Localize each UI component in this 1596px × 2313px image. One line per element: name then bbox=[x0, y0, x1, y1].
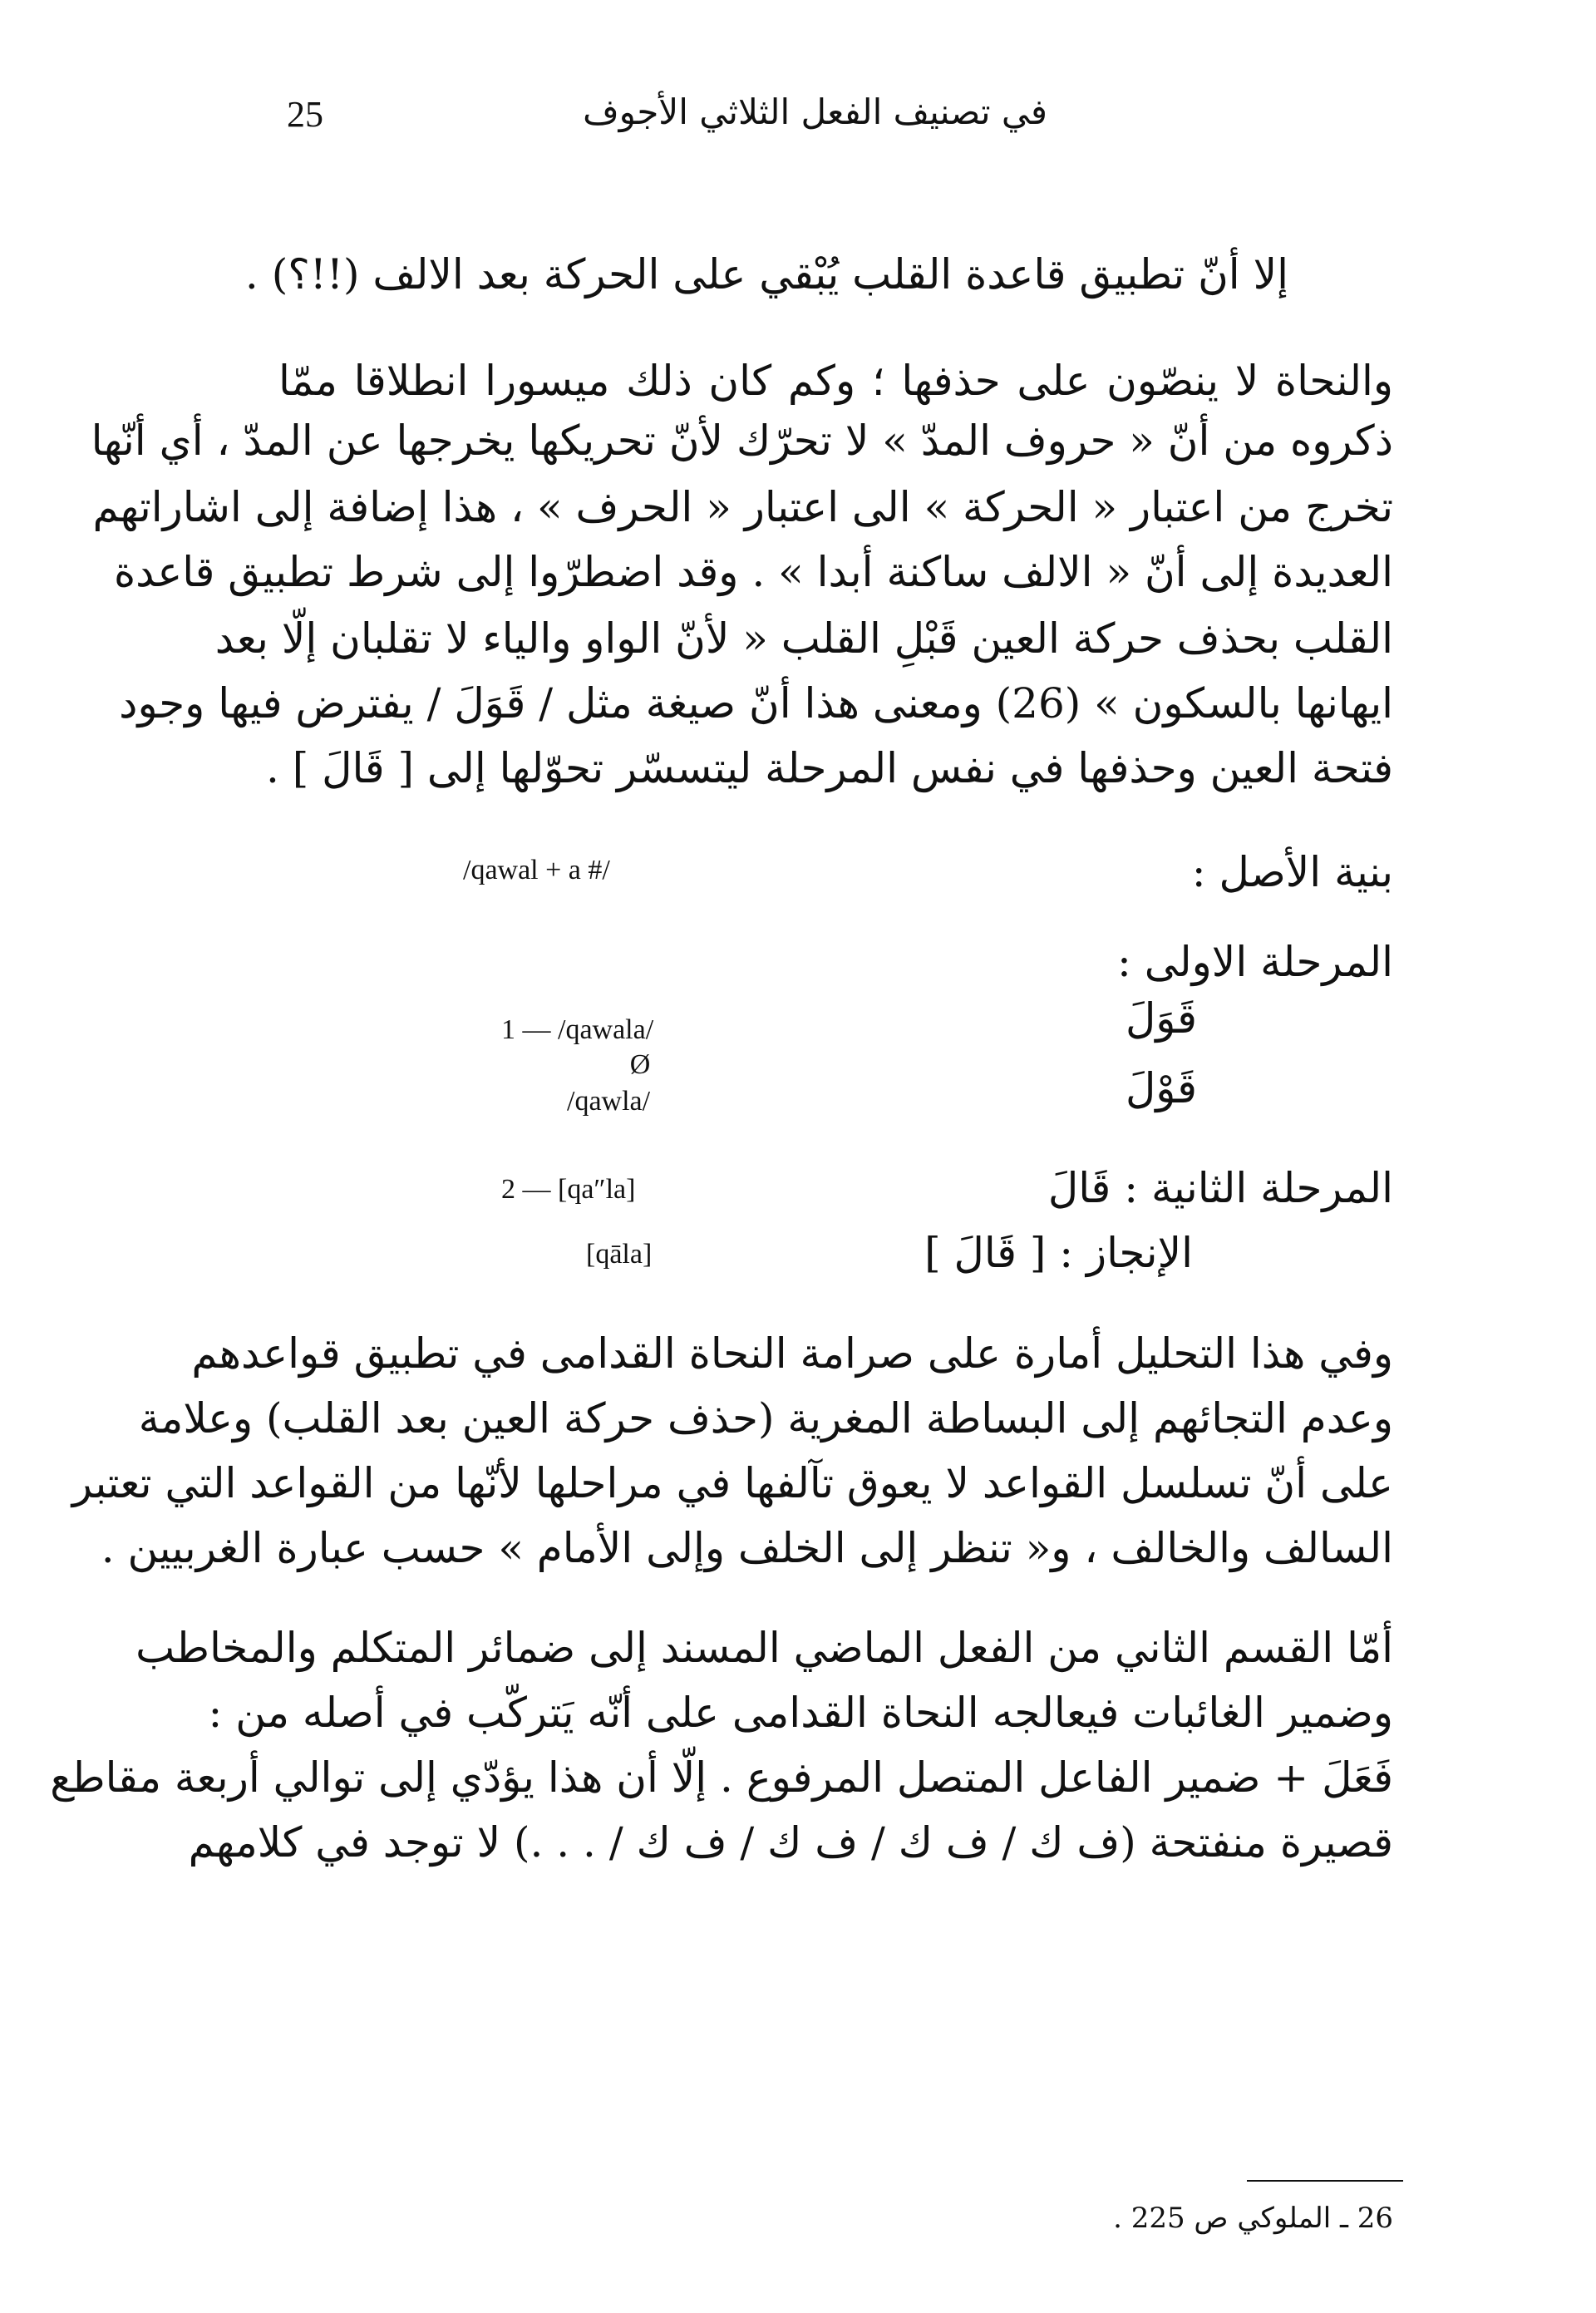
paragraph-3-line-3: على أنّ تسلسل القواعد لا يعوق تآلفها في مراحلها لأنّها من القواعد التي تعتبر bbox=[71, 1459, 1393, 1507]
stage-1-translit-qawala: 1 — /qawala/ bbox=[501, 1014, 654, 1045]
paragraph-3-line-4: السالف والخالف ، و« تنظر إلى الخلف وإلى الأمام » حسب عبارة الغربيين . bbox=[101, 1524, 1393, 1572]
paragraph-1-line-1: إلا أنّ تطبيق قاعدة القلب يُبْقي على الحركة بعد الالف (!!؟) . bbox=[244, 250, 1288, 298]
paragraph-2-line-6: ايهانها بالسكون » (26) ومعنى هذا أنّ صيغة مثل / قَوَلَ / يفترض فيها وجود bbox=[119, 679, 1393, 727]
stage-1-label: المرحلة الاولى : bbox=[1117, 938, 1393, 986]
stage-1-arabic-qawala: قَوَلَ bbox=[1125, 994, 1197, 1043]
page-number: 25 bbox=[287, 94, 323, 135]
paragraph-4-line-4: قصيرة منفتحة (ف ك / ف ك / ف ك / ف ك / . . .) لا توجد في كلامهم bbox=[188, 1818, 1393, 1867]
paragraph-3-line-2: وعدم التجائهم إلى البساطة المغرية (حذف حركة العين بعد القلب) وعلامة bbox=[138, 1394, 1393, 1443]
paragraph-2-line-5: القلب بحذف حركة العين قَبْلِ القلب « لأنّ الواو والياء لا تقلبان إلّا بعد bbox=[214, 614, 1393, 663]
paragraph-2-line-3: تخرج من اعتبار « الحركة » الى اعتبار « الحرف » ، هذا إضافة إلى اشاراتهم bbox=[92, 483, 1393, 531]
output-translit: [qāla] bbox=[586, 1239, 653, 1270]
output-label: الإنجاز : [ قَالَ ] bbox=[924, 1229, 1193, 1277]
paragraph-2-line-2: ذكروه من أنّ « حروف المدّ » لا تحرّك لأنّ تحريكها يخرجها عن المدّ ، أي أنّها bbox=[91, 417, 1393, 465]
footnote-rule bbox=[1247, 2180, 1403, 2182]
stage-2-label: المرحلة الثانية : قَالَ bbox=[1047, 1164, 1393, 1212]
underlying-form: /qawal + a #/ bbox=[463, 855, 610, 885]
stage-2-translit: 2 — [qa″la] bbox=[501, 1174, 636, 1205]
paragraph-4-line-3: فَعَلَ + ضمير الفاعل المتصل المرفوع . إلّا أن هذا يؤدّي إلى توالي أربعة مقاطع bbox=[50, 1753, 1393, 1802]
underlying-label: بنية الأصل : bbox=[1191, 848, 1393, 896]
paragraph-3-line-1: وفي هذا التحليل أمارة على صرامة النحاة القدامى في تطبيق قواعدهم bbox=[191, 1329, 1393, 1378]
footnote-26: 26 ـ الملوكي ص 225 . bbox=[1113, 2202, 1393, 2235]
paragraph-2-line-1: والنحاة لا ينصّون على حذفها ؛ وكم كان ذلك ميسورا انطلاقا ممّا bbox=[278, 357, 1393, 405]
paragraph-4-line-1: أمّا القسم الثاني من الفعل الماضي المسند إلى ضمائر المتكلم والمخاطب bbox=[135, 1624, 1393, 1672]
stage-1-translit-qawla: /qawla/ bbox=[567, 1086, 651, 1117]
paragraph-4-line-2: وضمير الغائبات فيعالجه النحاة القدامى على أنّه يَتركّب في أصله من : bbox=[208, 1689, 1393, 1737]
paragraph-2-line-7: فتحة العين وحذفها في نفس المرحلة ليتسسّر تحوّلها إلى [ قَالَ ] . bbox=[265, 744, 1393, 792]
null-symbol: Ø bbox=[629, 1049, 651, 1080]
running-title: في تصنيف الفعل الثلاثي الأجوف bbox=[583, 91, 1047, 132]
paragraph-2-line-4: العديدة إلى أنّ « الالف ساكنة أبدا » . وقد اضطرّوا إلى شرط تطبيق قاعدة bbox=[113, 548, 1393, 596]
stage-1-arabic-qawla: قَوْلَ bbox=[1125, 1064, 1197, 1112]
